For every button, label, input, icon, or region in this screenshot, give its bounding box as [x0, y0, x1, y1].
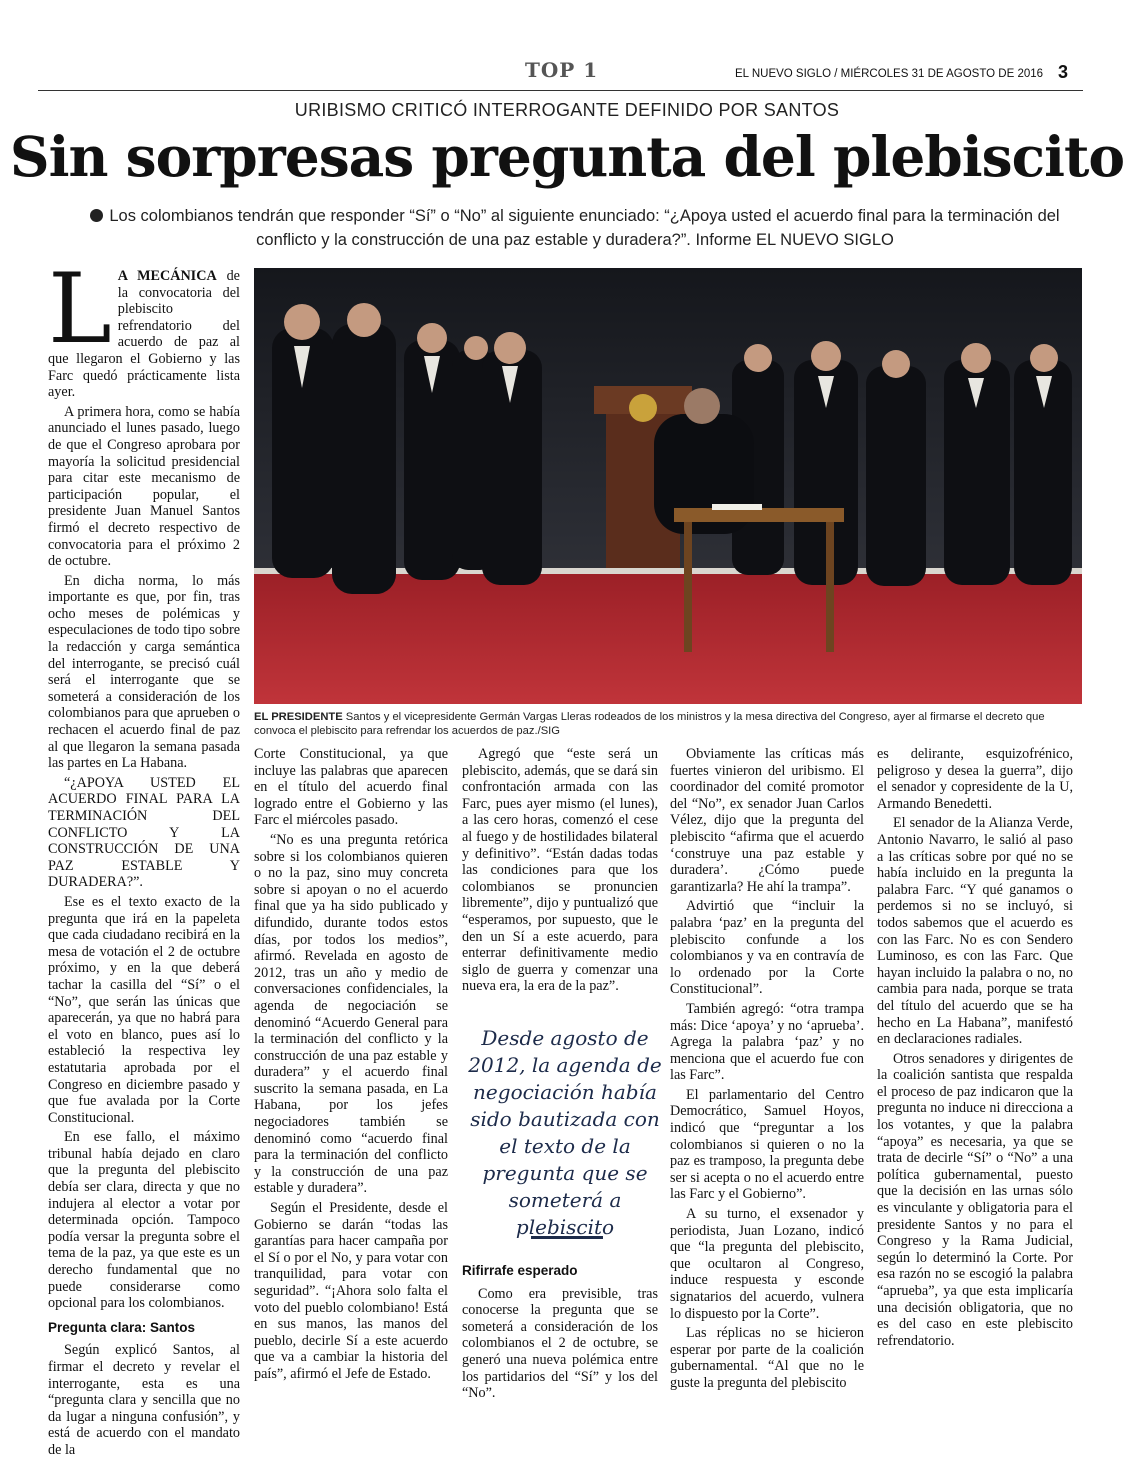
subhead: Rifirrafe esperado — [462, 1263, 578, 1278]
paragraph: También agregó: “otra trampa más: Dice ‘apoya’ y no ‘aprueba’. Agrega la palabra ‘paz’ y no menciona que el acuerdo fue con las Farc”. — [670, 1000, 864, 1084]
lead-paragraph — [60, 204, 1090, 252]
section-label: TOP 1 — [525, 58, 599, 82]
column-3-lower — [462, 1255, 658, 1405]
paragraph: En dicha norma, lo más importante es que, por fin, tras ocho meses de polémicas y especulaciones de todo tipo sobre la redacción y carga semántica del interrogante, se precisó cuál será el interrogante que se someterá a consideración de los colombianos para que aprueben o rechacen el acuerdo final de paz al que llegaron la semana pasada las partes en La Habana. — [48, 572, 240, 772]
paragraph: Advirtió que “incluir la palabra ‘paz’ en la pregunta del plebiscito confunde a los colombianos y va en contravía de lo ordenado por la Corte Constitucional”. — [670, 898, 864, 998]
paragraph: Corte Constitucional, ya que incluye las palabras que aparecen en el título del acuerdo final logrado entre el Gobierno y las Farc el miércoles pasado. — [254, 746, 448, 829]
paragraph: A primera hora, como se había anunciado el lunes pasado, luego de que el Congreso aprobara por mayoría la solicitud presidencial para citar este mecanismo de participación popular, el presidente Juan Manuel Santos firmó el decreto respectivo de convocatoria para el próximo 2 de octubre. — [48, 403, 240, 570]
column-4 — [670, 746, 864, 1395]
column-5 — [877, 746, 1073, 1352]
paragraph: Según el Presidente, desde el Gobierno se darán “todas las garantías para hacer campaña por el Sí o por el No, y para votar con tranquilidad, para votar con seguridad”. “¡Ahora solo falta el voto del pueblo colombiano! Está en sus manos, las manos del pueblo, decirle Sí a este acuerdo que va a cambiar la historia del país”, afirmó el Jefe de Estado. — [254, 1200, 448, 1382]
paragraph: Agregó que “este será un plebiscito, además, que se dará sin confrontación armada con las Farc, pues ayer mismo (el lunes), a las cero horas, comenzó el cese al fuego y de hostilidades bilateral y definitivo”. “Están dadas todas las condiciones para que los colombianos se pronuncien libremente”, dijo y puntualizó que “esperamos, por supuesto, que le den un Sí a este acuerdo, para enterrar definitivamente medio siglo de guerra y comenzar una nueva era, la era de la paz”. — [462, 746, 658, 995]
column-3 — [462, 746, 658, 998]
pull-quote: Desde agosto de 2012, la agenda de negociación había sido bautizada con el texto de la pregunta que se someterá a plebiscito — [468, 1026, 662, 1239]
first-paragraph: L A MECÁNICA de la convocatoria del plebiscito refrendatorio del acuerdo de paz al que llegaron el Gobierno y las Farc quedó prácticamente lista ayer. — [48, 253, 240, 401]
question-quote: “¿APOYA USTED EL ACUERDO FINAL PARA LA TERMINACIÓN DEL CONFLICTO Y LA CONSTRUCCIÓN DE UNA PAZ ESTABLE Y DURADERA?”. — [48, 774, 240, 891]
column-1 — [48, 253, 240, 1462]
subhead: Pregunta clara: Santos — [48, 1319, 196, 1335]
paragraph: “No es una pregunta retórica sobre si los colombianos quieren o no la paz, sino muy concreta sobre si apoyan o no el acuerdo final que ya ha sido publicado y difundido, durante todos estos días, por todos los medios”, afirmó. Revelada en agosto de 2012, tras un año y medio de conversaciones confidenciales, la agenda de negociación se denominó “Acuerdo General para la terminación del conflicto y la construcción de una paz estable y duradera” y el acuerdo final suscrito la semana pasada, en La Habana, por los jefes negociadores también se denominó como “acuerdo final para la terminación del conflicto y la construcción de una paz estable y duradera”. — [254, 831, 448, 1197]
lead-text: Los colombianos tendrán que responder “Sí” o “No” al siguiente enunciado: “¿Apoya usted el acuerdo final para la terminación del conflicto y la construcción de una paz estable y duradera?”. Informe EL NUEVO SIGLO — [109, 207, 1060, 249]
first-words: A MECÁNICA — [117, 268, 217, 284]
pull-quote-rule — [531, 1236, 603, 1239]
paragraph: Otros senadores y dirigentes de la coalición santista que respalda el proceso de paz indicaron que la pregunta no induce ni direcciona a los votantes, y que la palabra “apoya” es necesaria, ya que se trata de decirle “Sí” o “No” a una política gubernamental, puesto que la decisión en las urnas sólo es vinculante y obligatoria para el presidente Santos y no para el Congreso y la Rama Judicial, según lo determinó la Corte. Por esa razón no se escogió la palabra “aprueba”, ya que esta implicaría una decisión obligatoria, que no es del caso en este plebiscito refrendatorio. — [877, 1050, 1073, 1349]
paragraph: A su turno, el exsenador y periodista, Juan Lozano, indicó que “la pregunta del plebiscito, que ocultaron al Congreso, induce respuesta y esconde signatarios del acuerdo, vulnera lo dispuesto por la Corte”. — [670, 1206, 864, 1322]
paragraph: Ese es el texto exacto de la pregunta que irá en la papeleta que cada ciudadano recibirá en la mesa de votación el 2 de octubre próximo, y en la que deberá tachar la casilla del “Sí” o el “No”, que serán las únicas que aparecerán, ya que no habrá para el voto en blanco, pues así lo estableció la respectiva ley estatutaria aprobada por el Congreso en diciembre pasado y que fue avalada por la Corte Constitucional. — [48, 893, 240, 1126]
page-number: 3 — [1058, 62, 1069, 82]
paragraph: El senador de la Alianza Verde, Antonio Navarro, le salió al paso a las críticas sobre por qué no se había incluido en la pregunta la palabra Farc. “Y qué ganamos o perdemos si no se incluyó, si todos sabemos que el acuerdo es con las Farc. No es con Sendero Luminoso, es con las Farc. Que hayan incluido la palabra o no, no cambia para nada, porque se trata del título del acuerdo que se ha hecho en La Habana”, manifestó en declaraciones radiales. — [877, 815, 1073, 1048]
photo-santos-signing — [254, 268, 1082, 704]
paragraph: es delirante, esquizofrénico, peligroso y desea la guerra”, dijo el senador y copresidente de la U, Armando Benedetti. — [877, 746, 1073, 812]
paragraph: En ese fallo, el máximo tribunal había dejado en claro que la pregunta del plebiscito debía ser clara, directa y que no indujera al elector a votar por determinada opción. Tampoco podía versar la pregunta sobre el tema de la paz, ya que este es un derecho fundamental que no puede considerarse como opcional para los colombianos. — [48, 1129, 240, 1312]
photo-caption: EL PRESIDENTE Santos y el vicepresidente Germán Vargas Lleras rodeados de los ministros y la mesa directiva del Congreso, ayer al firmarse el decreto que convoca el plebiscito para refrendar los acuerdos de paz./SIG — [254, 711, 1045, 737]
paragraph: El parlamentario del Centro Democrático, Samuel Hoyos, indicó que “preguntar a los colombianos si quieren o no la paz es tramposo, la pregunta debe ser si acepta o no el acuerdo entre las Farc y el Gobierno”. — [670, 1086, 864, 1203]
paragraph: Según explicó Santos, al firmar el decreto y revelar el interrogante, esta es una “pregunta clara y sencilla que no da lugar a ninguna confusión”, y está de acuerdo con el mandato de la — [48, 1342, 240, 1458]
kicker: URIBISMO CRITICÓ INTERROGANTE DEFINIDO POR SANTOS — [294, 100, 840, 120]
paragraph: Las réplicas no se hicieron esperar por parte de la coalición gubernamental. “Al que no le guste la pregunta del plebiscito — [670, 1325, 864, 1391]
column-2 — [254, 746, 448, 1386]
drop-cap: L — [48, 253, 112, 365]
paragraph: Obviamente las críticas más fuertes vinieron del uribismo. El coordinador del comité promotor del “No”, ex senador Juan Carlos Vélez, dijo que la pregunta del plebiscito “afirma que el acuerdo ‘construye una paz estable y duradera’. ¿Cómo puede garantizarla? He ahí la trampa”. — [670, 746, 864, 895]
bullet-dot-icon — [90, 209, 103, 222]
photo-credit: /SIG — [537, 725, 560, 737]
header-rule — [38, 90, 1083, 91]
headline: Sin sorpresas pregunta del plebiscito — [9, 124, 1125, 189]
paper-date-line: EL NUEVO SIGLO / MIÉRCOLES 31 DE AGOSTO DE 2016 — [735, 68, 1044, 80]
paragraph: Como era previsible, tras conocerse la pregunta que se someterá a consideración de los colombianos el 2 de octubre, se generó una nueva polémica entre los partidarios del “Sí” y los del “No”. — [462, 1285, 658, 1402]
